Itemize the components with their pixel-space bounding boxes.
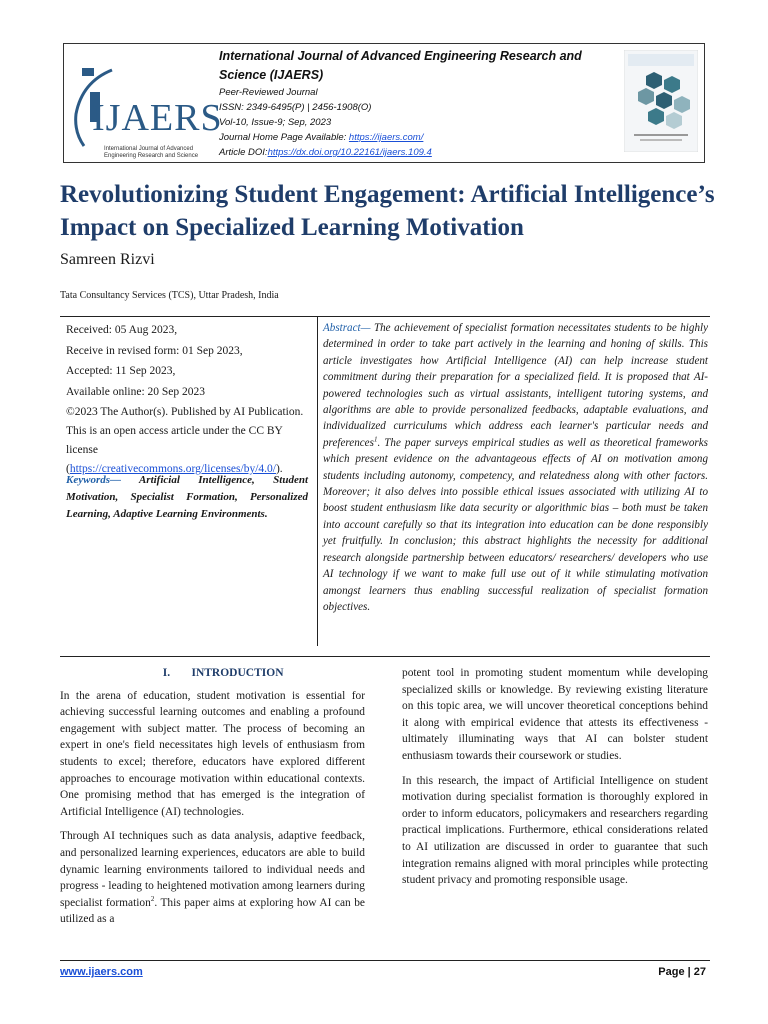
abstract: [323, 320, 708, 615]
footer-website-link[interactable]: www.ijaers.com: [60, 966, 143, 978]
license-paren-close: ).: [275, 463, 283, 475]
license-link[interactable]: https://creativecommons.org/licenses/by/4.0/: [69, 463, 276, 475]
logo-text: IJAERS: [92, 97, 223, 139]
body-paragraph-1: In the arena of education, student motivation is essential for achieving successful learning outcomes and enabling a profound engagement with subject matter. The process of becoming an expert in one's field necessitates high levels of enthusiasm from students to excel; therefore, educators have explored different approaches to encourage motivation within educational contexts. One promising method that has emerged is the integration of Artificial Intelligence (AI) technologies.: [60, 689, 365, 818]
logo-subtitle-1: International Journal of Advanced: [104, 146, 194, 152]
keywords-label: Keywords—: [66, 474, 121, 486]
revised-date: Receive in revised form: 01 Sep 2023,: [66, 344, 243, 357]
journal-header: [63, 43, 705, 163]
abstract-text-1: The achievement of specialist formation necessitates students to be highly determined in order to take part actively in the learning and honing of skills. This article investigates how Artificial Intelligence (AI) can help increase student commitment during their preparation for a specialized field. It is proposed that AI-powered technologies such as virtual assistants, intelligent tutoring systems, and algorithms are able to provide personalized feedbacks, adaptable evaluations, and individualized curriculums which address each learner's particular needs and preferences: [323, 322, 708, 449]
author-affiliation: Tata Consultancy Services (TCS), Uttar Pradesh, India: [60, 290, 279, 301]
keywords: [66, 472, 308, 523]
abstract-text-2: . The paper surveys empirical studies as well as theoretical frameworks which present evidence on the advantageous effects of AI on motivation among students including autonomy, competency, and relatedness along with other factors. Moreover; it also delves into possible ethical issues associated with utilizing AI to boost student enthusiasm like data security or algorithmic bias – both must be taken into account carefully so that its integration into education can be done responsibly yet fruitfully. In conclusion; this abstract highlights the necessity for additional research alongside partnership between educators/ researchers/ developers who use AI technology if we want to make full use out of it while stimulating motivation amongst learners thus enabling successful realization of specialist formation objectives.: [323, 436, 708, 613]
doi-label: Article DOI:: [219, 147, 268, 158]
license-paren-open: (: [66, 463, 70, 475]
body-paragraph-2-end: . This paper aims at exploring how AI can be utilized as a: [60, 896, 365, 926]
body-paragraph-3: potent tool in promoting student momentum while developing specialized skills or knowledge. By reviewing existing literature on this topic area, we will uncover theoretical conceptions behind it along with empirical evidence that attests its effectiveness - ultimately illuminating ways that AI can bolster student enthusiasm towards their coursework or studies.: [402, 667, 708, 762]
author-name: Samreen Rizvi: [60, 251, 155, 268]
divider-vertical: [317, 316, 318, 646]
homepage-line: [219, 130, 619, 145]
body-paragraph-4: In this research, the impact of Artificial Intelligence on student motivation during specialist formation is thoroughly explored in order to inform educators, policymakers and researchers regarding practical implications. Furthermore, ethical considerations related to AI utilization are discussed in order to guarantee that such integration remains aligned with moral principles while protecting student privacy and promoting responsible usage.: [402, 774, 708, 887]
homepage-label: Journal Home Page Available:: [219, 132, 349, 143]
section-heading: [60, 665, 365, 682]
license-notice: [66, 403, 311, 479]
journal-info: [219, 47, 619, 160]
page-number: Page | 27: [658, 966, 706, 978]
accepted-date: Accepted: 11 Sep 2023,: [66, 365, 176, 377]
divider-bottom: [60, 656, 710, 657]
article-history: [66, 321, 311, 481]
journal-cover-image: [624, 50, 698, 152]
issn: ISSN: 2349-6495(P) | 2456-1908(O): [219, 102, 372, 113]
logo-subtitle-2: Engineering Research and Science: [104, 153, 199, 159]
journal-logo: [64, 62, 223, 159]
received-date: Received: 05 Aug 2023,: [66, 324, 178, 336]
abstract-footnote-ref: 1: [373, 435, 378, 444]
body-column-right: [402, 665, 708, 897]
section-number: I.: [162, 667, 171, 679]
keywords-text: Artificial Intelligence, Student Motivation, Specialist Formation, Personalized Learning, Adaptive Learning Environments.: [66, 474, 308, 520]
body-paragraph-2-text: Through AI techniques such as data analysis, adaptive feedback, and personalized learning experiences, educators are able to build dynamic learning environments tailored to individual needs and progress - leading to heightened motivation among learners during specialist formation: [60, 830, 365, 909]
peer-reviewed: Peer-Reviewed Journal: [219, 87, 318, 98]
homepage-link[interactable]: https://ijaers.com/: [348, 132, 424, 143]
abstract-label: Abstract—: [323, 322, 371, 334]
available-date: Available online: 20 Sep 2023: [66, 385, 206, 398]
doi-line: [219, 145, 619, 160]
body-paragraph-2: [60, 828, 365, 928]
license-text: ©2023 The Author(s). Published by AI Publication. This is an open access article under the CC BY license: [66, 406, 304, 456]
doi-link[interactable]: https://dx.doi.org/10.22161/ijaers.109.4: [267, 147, 432, 158]
journal-title: International Journal of Advanced Engineering Research and Science (IJAERS): [219, 49, 582, 82]
divider-top: [60, 316, 710, 317]
footer-divider: [60, 960, 710, 961]
footnote-ref-2: 2: [150, 894, 155, 903]
body-column-left: [60, 665, 365, 936]
volume: Vol-10, Issue-9; Sep, 2023: [219, 117, 332, 128]
section-title: INTRODUCTION: [191, 667, 284, 679]
paper-title: Revolutionizing Student Engagement: Artificial Intelligence’s Impact on Specialized Learning Motivation: [60, 181, 715, 241]
cover-hexagons-icon: [624, 50, 698, 152]
